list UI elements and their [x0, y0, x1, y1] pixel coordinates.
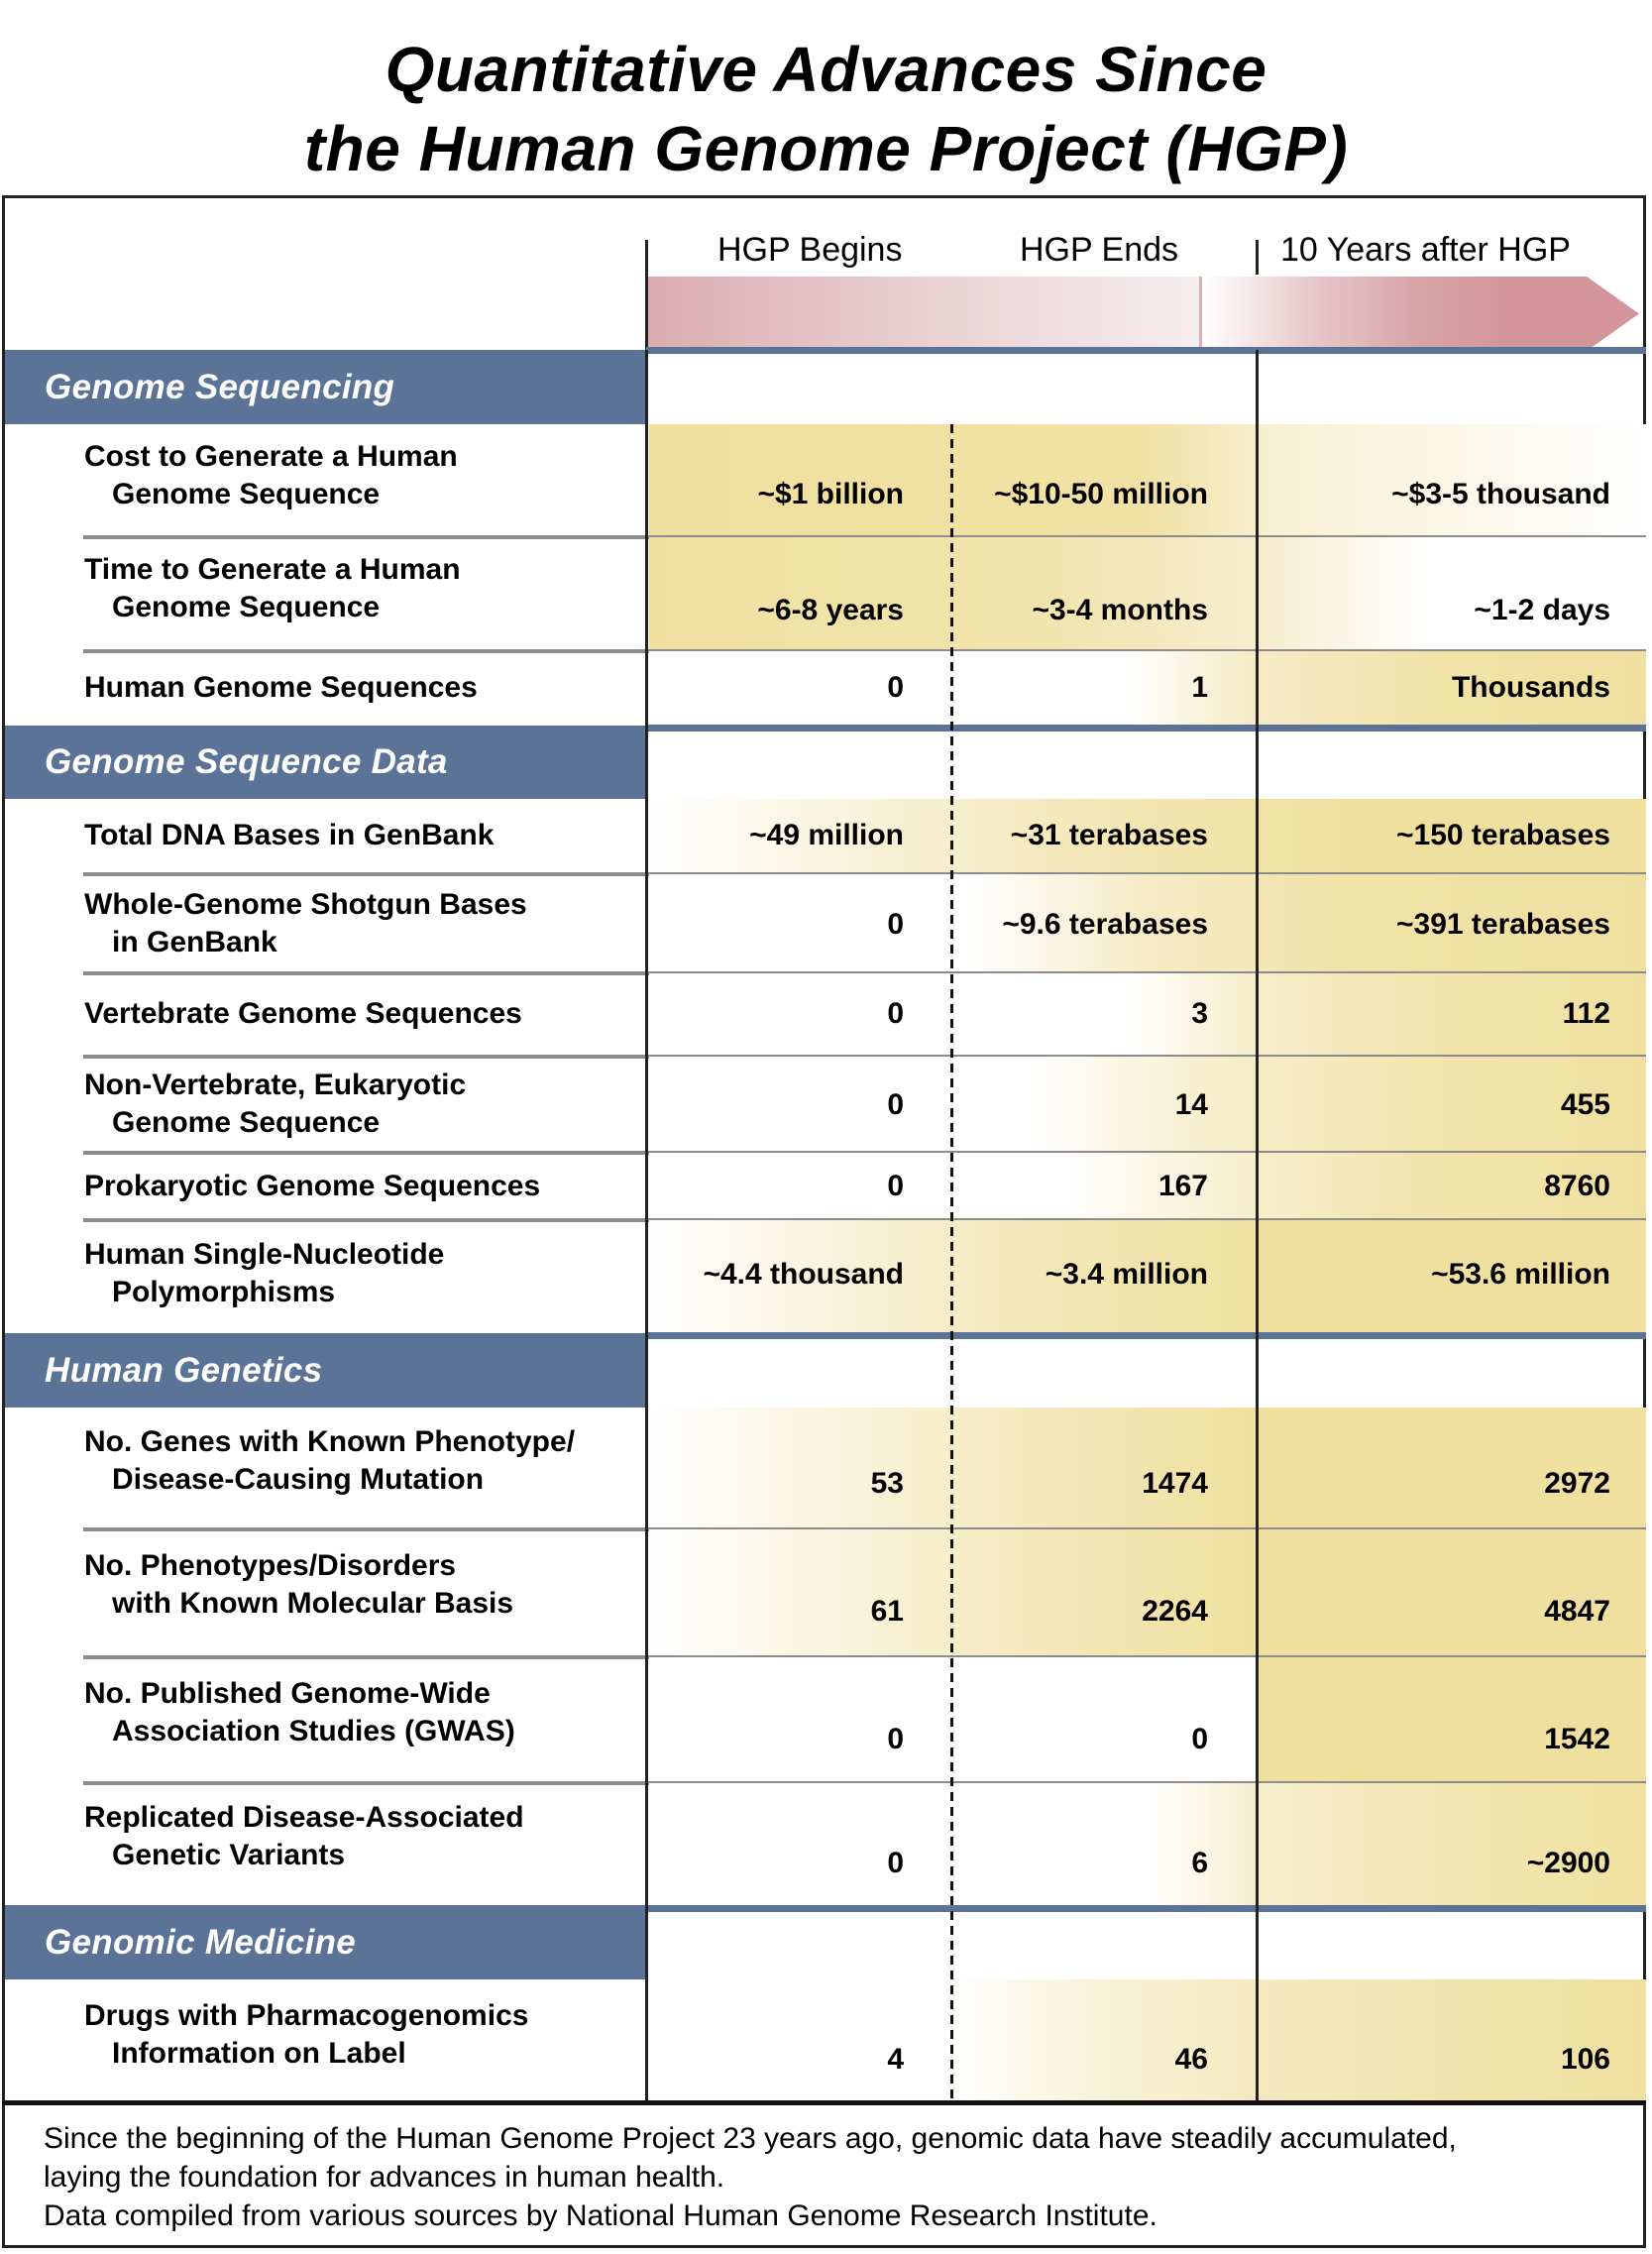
table-row	[0, 1529, 1652, 1657]
row-label: Vertebrate Genome Sequences	[84, 997, 522, 1030]
value-hgp-ends: 2264	[1142, 1595, 1208, 1628]
row-label: No. Published Genome-Wide Association Studies (GWAS)	[84, 1677, 515, 1747]
table-row	[0, 651, 1652, 726]
hgp-period-dotted-divider-overlay	[950, 424, 953, 2103]
value-10-years-after: 112	[1562, 997, 1610, 1030]
timeline-tick-end	[1256, 240, 1259, 275]
value-hgp-begins: 0	[887, 671, 904, 704]
row-label: No. Genes with Known Phenotype/ Disease-Causing Mutation	[84, 1425, 576, 1496]
value-10-years-after: Thousands	[1451, 671, 1610, 704]
footer-divider	[2, 2100, 1646, 2105]
value-hgp-ends: 6	[1191, 1847, 1208, 1879]
value-10-years-after: ~2900	[1526, 1847, 1610, 1879]
section-title: Human Genetics	[45, 1350, 323, 1390]
value-hgp-ends: 46	[1174, 2043, 1208, 2076]
value-hgp-ends: ~3-4 months	[1032, 594, 1208, 626]
value-hgp-ends: ~3.4 million	[1045, 1258, 1208, 1291]
table-row	[0, 1783, 1652, 1905]
table-row	[0, 1220, 1652, 1333]
section-header-genomic-medicine	[5, 1905, 647, 1979]
value-hgp-ends: ~9.6 terabases	[1002, 908, 1208, 941]
table-row	[0, 1057, 1652, 1153]
value-hgp-ends: 3	[1191, 997, 1208, 1030]
row-label: Human Genome Sequences	[84, 671, 478, 704]
value-hgp-ends: ~$10-50 million	[994, 478, 1208, 510]
column-divider-post-hgp	[1256, 350, 1259, 2103]
table-row	[0, 1153, 1652, 1220]
value-10-years-after: 4847	[1544, 1595, 1610, 1628]
value-hgp-begins: 0	[887, 1088, 904, 1121]
page-title-line-2: the Human Genome Project (HGP)	[303, 113, 1349, 184]
section-header-human-genetics	[5, 1333, 647, 1408]
value-hgp-ends: 0	[1191, 1723, 1208, 1755]
value-10-years-after: 1542	[1544, 1723, 1610, 1755]
section-rule	[646, 347, 1646, 354]
timeline-separator	[1199, 277, 1202, 351]
value-hgp-begins: 61	[870, 1595, 904, 1628]
value-hgp-ends: 1	[1191, 671, 1208, 704]
value-hgp-begins: 0	[887, 997, 904, 1030]
row-label: Whole-Genome Shotgun Bases in GenBank	[84, 888, 527, 958]
row-label: No. Phenotypes/Disorders with Known Molecular Basis	[84, 1549, 514, 1620]
table-row	[0, 799, 1652, 874]
row-label: Non-Vertebrate, Eukaryotic Genome Sequence	[84, 1069, 467, 1139]
value-hgp-begins: ~49 million	[749, 819, 904, 851]
table-row	[0, 1408, 1652, 1529]
value-hgp-ends: ~31 terabases	[1010, 819, 1208, 851]
value-hgp-begins: 53	[870, 1467, 904, 1500]
page-title-line-1: Quantitative Advances Since	[385, 34, 1267, 105]
footer-line-1: Since the beginning of the Human Genome Project 23 years ago, genomic data have steadily accumulated,	[44, 2122, 1457, 2155]
value-10-years-after: 455	[1560, 1088, 1610, 1121]
footer-line-3: Data compiled from various sources by National Human Genome Research Institute.	[44, 2199, 1157, 2232]
section-rule	[646, 1332, 1646, 1339]
value-hgp-begins: 0	[887, 1847, 904, 1879]
footer-note	[44, 2119, 1629, 2235]
section-title: Genome Sequencing	[45, 367, 395, 406]
table-row	[0, 1979, 1652, 2103]
table-row	[0, 424, 1652, 537]
value-10-years-after: ~1-2 days	[1474, 594, 1610, 626]
row-label: Total DNA Bases in GenBank	[84, 819, 495, 851]
timeline-arrow-post-hgp	[1202, 277, 1639, 351]
value-hgp-ends: 1474	[1142, 1467, 1208, 1500]
column-header-hgp-ends: HGP Ends	[1020, 231, 1179, 269]
column-divider-label	[645, 350, 648, 2103]
value-hgp-begins: 4	[887, 2043, 904, 2076]
value-hgp-ends: 167	[1157, 1170, 1208, 1202]
table-row	[0, 973, 1652, 1057]
value-10-years-after: ~$3-5 thousand	[1391, 478, 1610, 510]
row-label: Human Single-Nucleotide Polymorphisms	[84, 1238, 445, 1308]
table-row	[0, 874, 1652, 973]
column-header-10-years-after: 10 Years after HGP	[1280, 231, 1571, 269]
value-10-years-after: ~391 terabases	[1395, 908, 1610, 941]
value-10-years-after: ~150 terabases	[1395, 819, 1610, 851]
value-10-years-after: 2972	[1544, 1467, 1610, 1500]
row-label: Time to Generate a Human Genome Sequence	[84, 553, 461, 623]
value-hgp-begins: ~$1 billion	[757, 478, 904, 510]
value-hgp-begins: 0	[887, 908, 904, 941]
section-title: Genomic Medicine	[45, 1922, 357, 1962]
value-hgp-begins: 0	[887, 1170, 904, 1202]
row-label: Prokaryotic Genome Sequences	[84, 1170, 541, 1202]
table-row	[0, 537, 1652, 651]
value-hgp-begins: ~4.4 thousand	[703, 1258, 904, 1291]
value-10-years-after: ~53.6 million	[1431, 1258, 1610, 1291]
section-header-genome-sequencing	[5, 350, 647, 424]
row-label: Drugs with Pharmacogenomics Information on Label	[84, 1999, 529, 2070]
section-rule	[646, 725, 1646, 732]
value-hgp-begins: 0	[887, 1723, 904, 1755]
section-header-genome-sequence-data	[5, 726, 647, 799]
row-label: Replicated Disease-Associated Genetic Variants	[84, 1801, 524, 1871]
section-rule	[646, 1905, 1646, 1912]
value-10-years-after: 106	[1560, 2043, 1610, 2076]
value-10-years-after: 8760	[1544, 1170, 1610, 1202]
section-title: Genome Sequence Data	[45, 742, 448, 781]
timeline-bar-hgp	[648, 277, 1199, 351]
table-row	[0, 1657, 1652, 1783]
column-header-hgp-begins: HGP Begins	[717, 231, 903, 269]
row-label: Cost to Generate a Human Genome Sequence	[84, 440, 458, 510]
footer-line-2: laying the foundation for advances in human health.	[44, 2161, 725, 2194]
value-hgp-ends: 14	[1174, 1088, 1208, 1121]
value-hgp-begins: ~6-8 years	[757, 594, 904, 626]
